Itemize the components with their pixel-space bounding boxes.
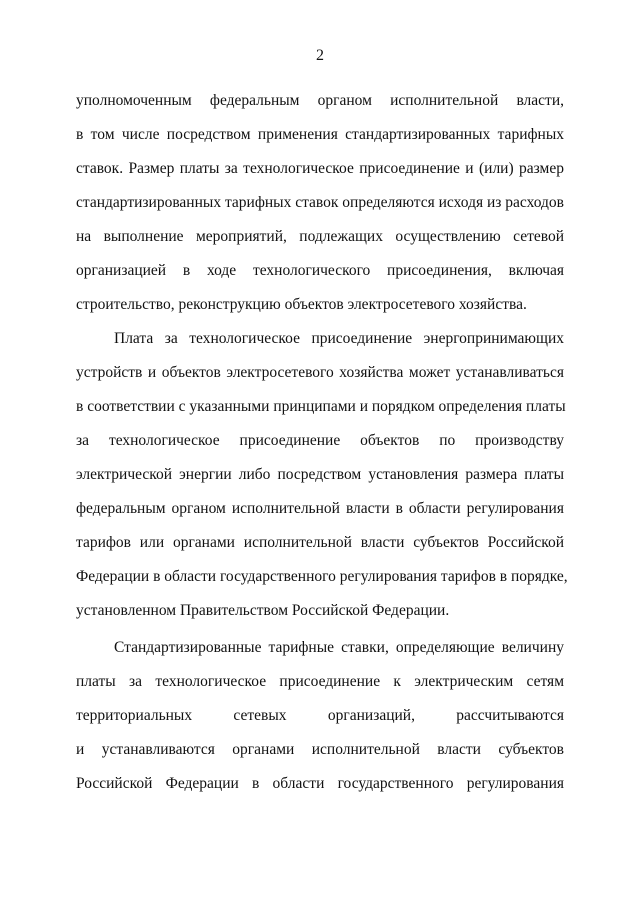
paragraph-1: [76, 84, 564, 322]
text-line: организацией в ходе технологического присоединения, включая: [76, 262, 564, 279]
text-line: установленном Правительством Российской Федерации.: [76, 602, 450, 619]
text-line: Стандартизированные тарифные ставки, определяющие величину: [114, 639, 564, 656]
text-line: на выполнение мероприятий, подлежащих осуществлению сетевой: [76, 228, 564, 245]
text-line: тарифов или органами исполнительной власти субъектов Российской: [76, 534, 564, 551]
text-line: в том числе посредством применения стандартизированных тарифных: [76, 126, 564, 143]
paragraph-3: [76, 631, 564, 801]
text-line: строительство, реконструкцию объектов электросетевого хозяйства.: [76, 296, 527, 313]
text-line: территориальных сетевых организаций, рассчитываются: [76, 707, 564, 724]
text-line: уполномоченным федеральным органом исполнительной власти,: [76, 92, 564, 109]
text-line: устройств и объектов электросетевого хозяйства может устанавливаться: [76, 364, 564, 381]
text-line: платы за технологическое присоединение к электрическим сетям: [76, 673, 564, 690]
text-line: ставок. Размер платы за технологическое присоединение и (или) размер: [76, 160, 564, 177]
text-line: в соответствии с указанными принципами и порядком определения платы: [76, 398, 566, 415]
text-line: за технологическое присоединение объектов по производству: [76, 432, 564, 449]
text-line: Плата за технологическое присоединение энергопринимающих: [114, 330, 564, 347]
text-line: стандартизированных тарифных ставок определяются исходя из расходов: [76, 194, 564, 211]
text-line: федеральным органом исполнительной власти в области регулирования: [76, 500, 564, 517]
text-line: Российской Федерации в области государственного регулирования: [76, 775, 564, 792]
text-line: и устанавливаются органами исполнительной власти субъектов: [76, 741, 564, 758]
page-number: 2: [316, 47, 324, 64]
paragraph-2: [76, 322, 568, 628]
text-line: электрической энергии либо посредством установления размера платы: [76, 466, 564, 483]
text-line: Федерации в области государственного регулирования тарифов в порядке,: [76, 568, 568, 585]
